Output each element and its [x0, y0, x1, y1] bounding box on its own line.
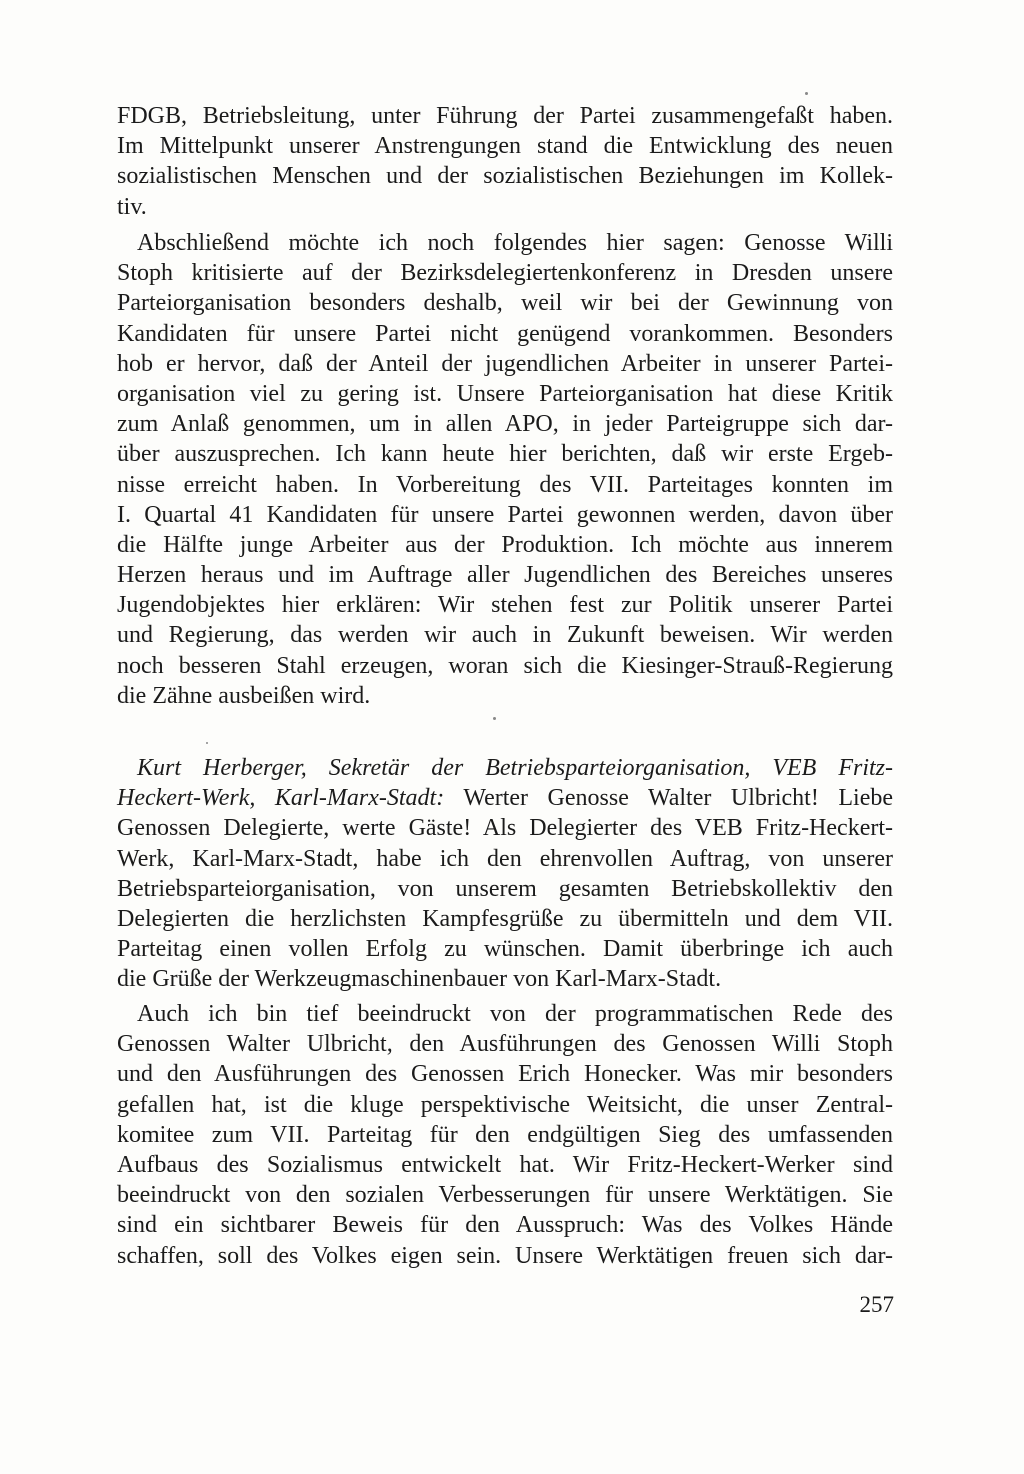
text-line: Im Mittelpunkt unserer Anstrengungen stand die Entwicklung des neuen [117, 133, 893, 160]
text-line: Delegierten die herzlichsten Kampfesgrüße zu übermitteln und dem VII. [117, 905, 893, 932]
text-line: Auch ich bin tief beeindruckt von der programmatischen Rede des [137, 1001, 893, 1027]
text-line-rest: Werter Genosse Walter Ulbricht! Liebe [444, 785, 894, 812]
text-line: beeindruckt von den sozialen Verbesserungen für unsere Werktätigen. Sie [117, 1182, 893, 1209]
text-line: gefallen hat, ist die kluge perspektivische Weitsicht, die unser Zentral- [117, 1091, 893, 1118]
text-line: die Zähne ausbeißen wird. [117, 682, 371, 709]
text-line: Genossen Delegierte, werte Gäste! Als Delegierter des VEB Fritz-Heckert- [117, 815, 893, 842]
text-line: und den Ausführungen des Genossen Erich Honecker. Was mir besonders [117, 1061, 893, 1088]
text-line: Aufbaus des Sozialismus entwickelt hat. Wir Fritz-Heckert-Werker sind [117, 1151, 893, 1178]
text-line: Herzen heraus und im Auftrage aller Jugendlichen des Bereiches unseres [117, 562, 893, 589]
print-speck [206, 742, 208, 744]
print-speck [805, 92, 808, 95]
paragraph-abschliessend [117, 228, 893, 711]
text-line: sozialistischen Menschen und der sozialistischen Beziehungen im Kollek- [117, 163, 893, 190]
text-line: Parteitag einen vollen Erfolg zu wünschen. Damit überbringe ich auch [117, 936, 893, 963]
text-line: Jugendobjektes hier erklären: Wir stehen fest zur Politik unserer Partei [117, 592, 893, 619]
text-line: I. Quartal 41 Kandidaten für unsere Partei gewonnen werden, davon über [117, 501, 893, 528]
text-line: Parteiorganisation besonders deshalb, weil wir bei der Gewinnung von [117, 290, 893, 317]
text-line: Betriebsparteiorganisation, von unserem gesamten Betriebskollektiv den [117, 875, 893, 902]
paragraph-auch-ich [117, 999, 893, 1271]
text-line: organisation viel zu gering ist. Unsere Parteiorganisation hat diese Kritik [117, 380, 893, 407]
text-line: Kandidaten für unsere Partei nicht genügend vorankommen. Besonders [117, 320, 893, 347]
print-speck [493, 717, 496, 720]
text-line: noch besseren Stahl erzeugen, woran sich die Kiesinger-Strauß-Regierung [117, 652, 893, 679]
text-line: sind ein sichtbarer Beweis für den Ausspruch: Was des Volkes Hände [117, 1212, 893, 1239]
speaker-attribution: Kurt Herberger, Sekretär der Betriebsparteiorganisation, VEB Fritz- [137, 755, 893, 781]
text-line: nisse erreicht haben. In Vorbereitung des VII. Parteitages konnten im [117, 471, 893, 498]
text-line: zum Anlaß genommen, um in allen APO, in jeder Parteigruppe sich dar- [117, 411, 893, 438]
text-line [117, 783, 893, 813]
paragraph-speaker-herberger [117, 753, 893, 995]
text-line: Abschließend möchte ich noch folgendes hier sagen: Genosse Willi [137, 230, 893, 256]
text-line: über auszusprechen. Ich kann heute hier berichten, daß wir erste Ergeb- [117, 441, 893, 468]
paragraph-continuation [117, 101, 893, 222]
text-line: schaffen, soll des Volkes eigen sein. Unsere Werktätigen freuen sich dar- [117, 1242, 893, 1269]
text-line: die Hälfte junge Arbeiter aus der Produktion. Ich möchte aus innerem [117, 531, 893, 558]
text-line: Werk, Karl-Marx-Stadt, habe ich den ehrenvollen Auftrag, von unserer [117, 845, 893, 872]
text-line: Stoph kritisierte auf der Bezirksdelegiertenkonferenz in Dresden unsere [117, 260, 893, 287]
speaker-attribution: Heckert-Werk, Karl-Marx-Stadt: [117, 785, 445, 812]
text-line: FDGB, Betriebsleitung, unter Führung der Partei zusammengefaßt haben. [117, 103, 893, 129]
text-line: und Regierung, das werden wir auch in Zukunft beweisen. Wir werden [117, 622, 893, 649]
text-line: tiv. [117, 193, 147, 220]
text-line: die Grüße der Werkzeugmaschinenbauer von Karl-Marx-Stadt. [117, 966, 722, 993]
page-number: 257 [859, 1292, 894, 1317]
text-line: komitee zum VII. Parteitag für den endgültigen Sieg des umfassenden [117, 1121, 893, 1148]
text-line: hob er hervor, daß der Anteil der jugendlichen Arbeiter in unserer Partei- [117, 350, 893, 377]
text-line: Genossen Walter Ulbricht, den Ausführungen des Genossen Willi Stoph [117, 1031, 893, 1058]
